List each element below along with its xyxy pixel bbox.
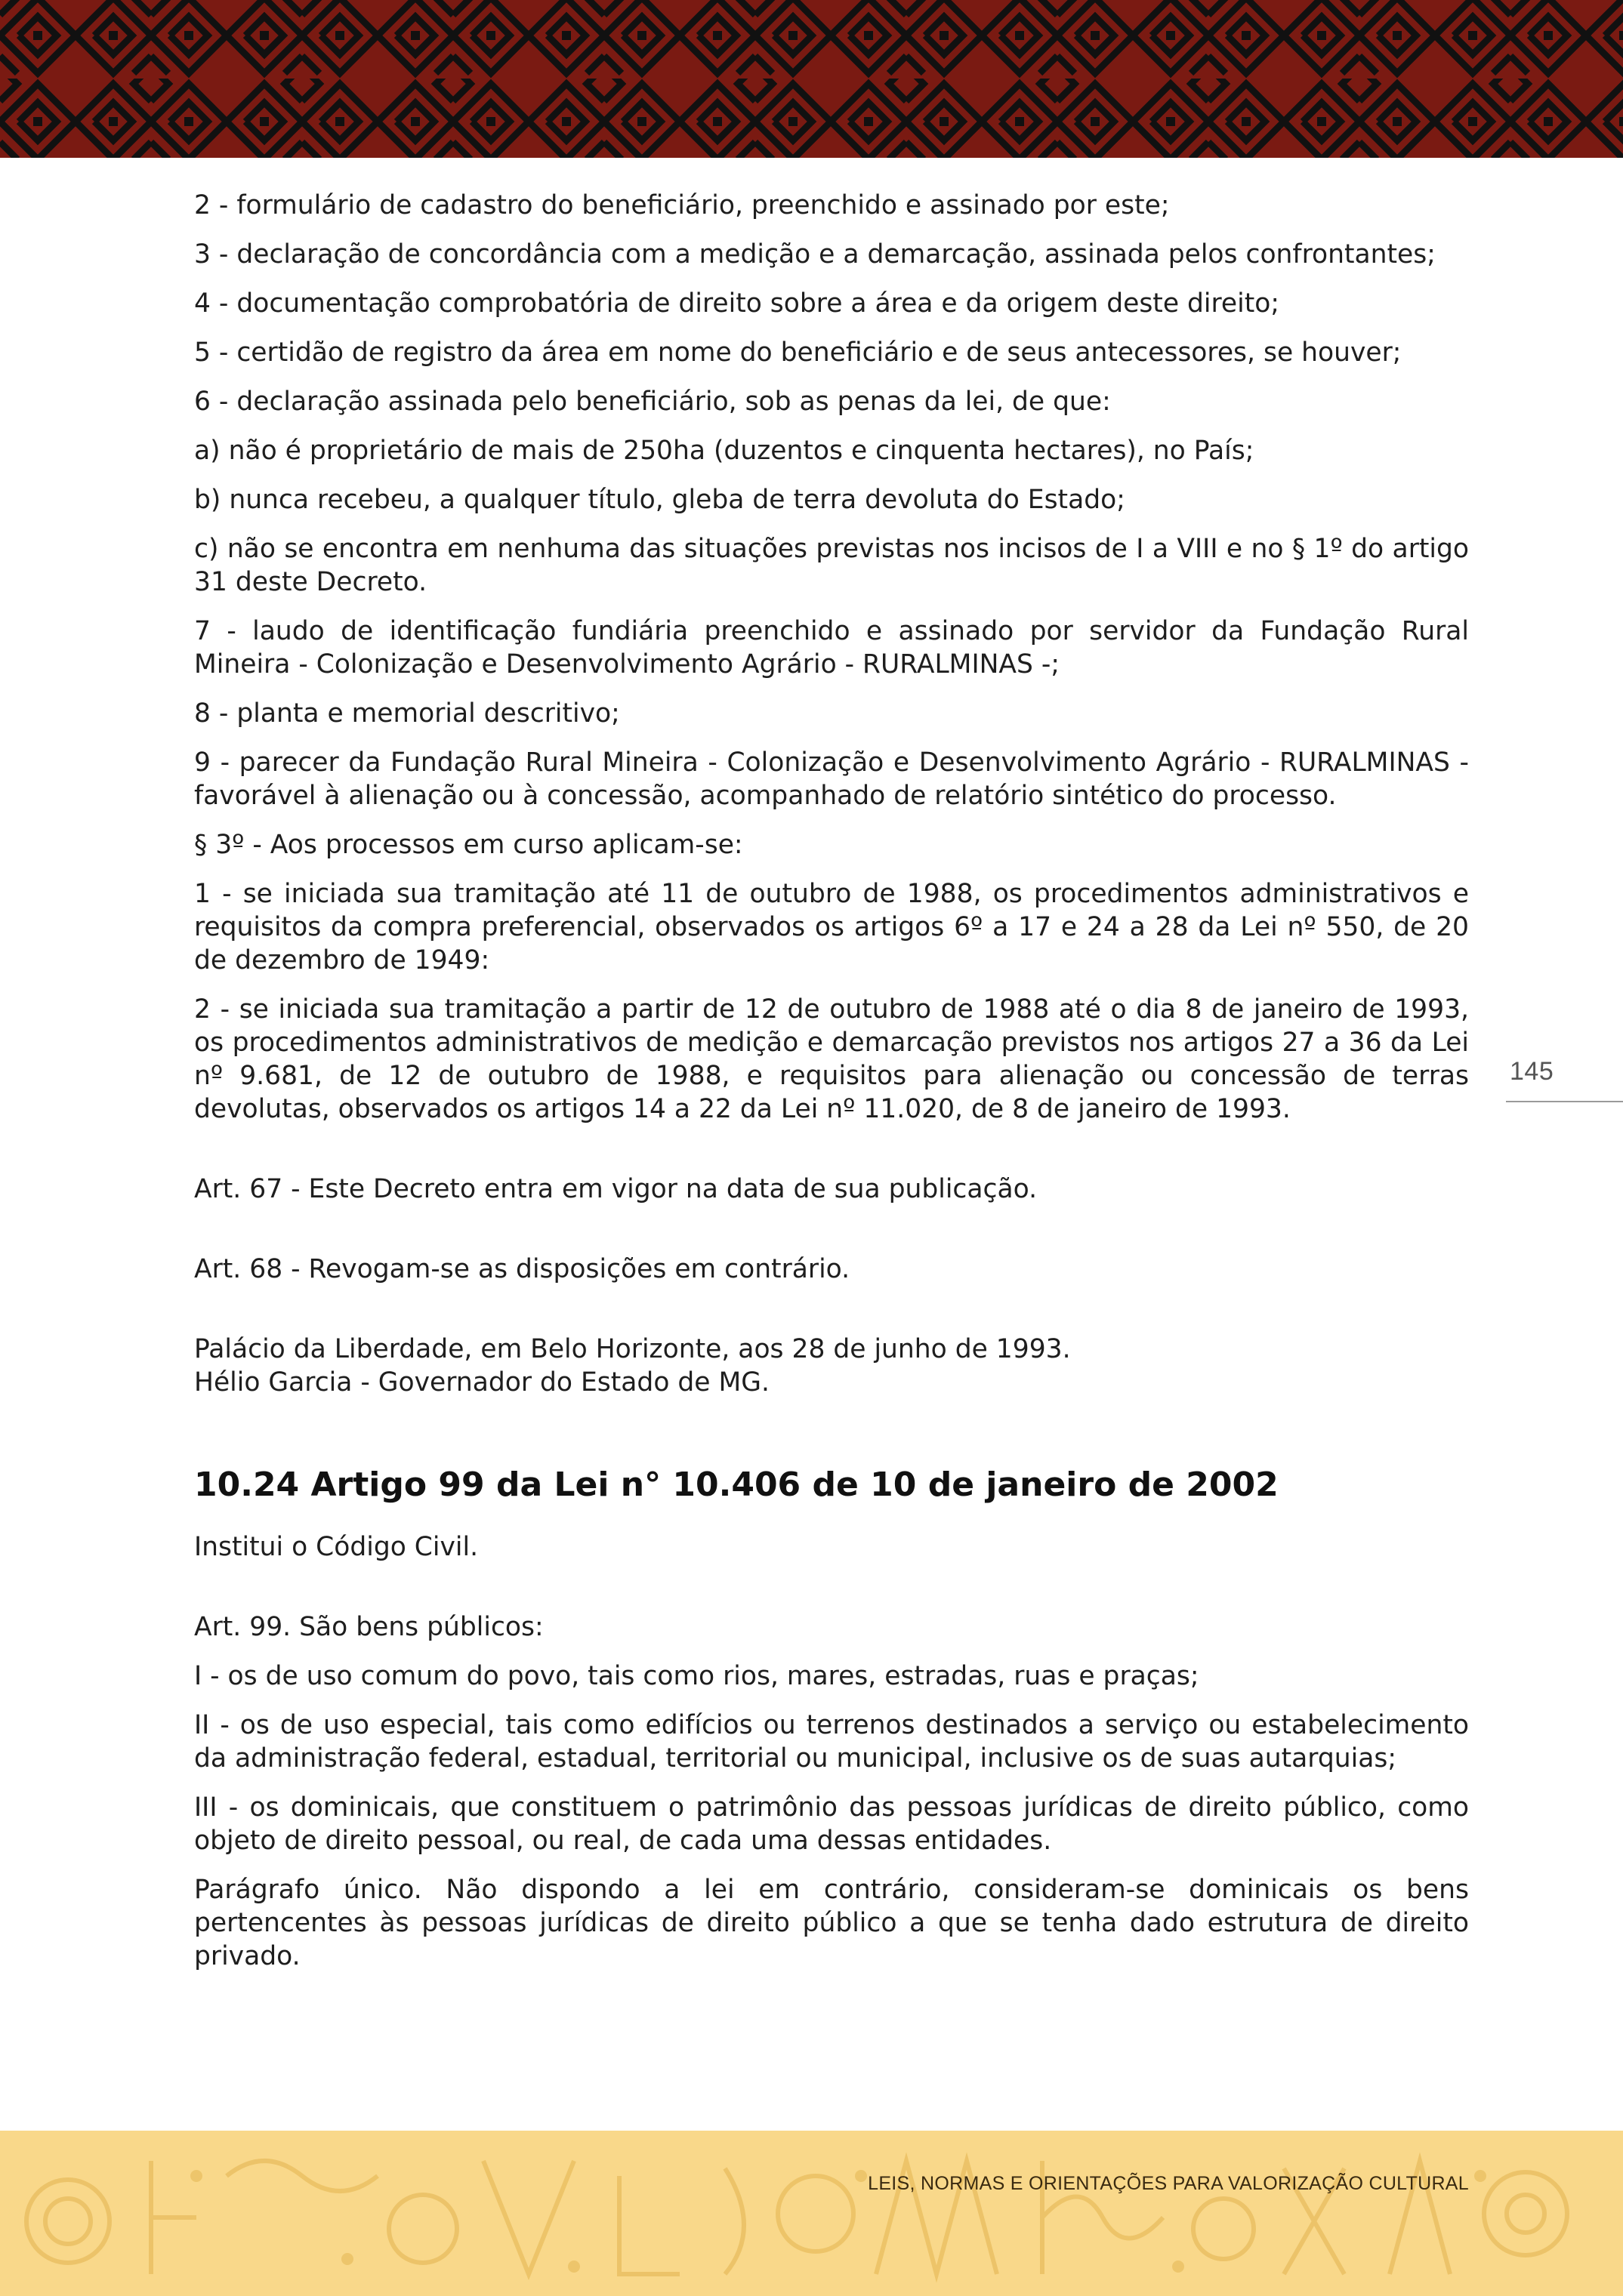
paragraph: c) não se encontra em nenhuma das situações previstas nos incisos de I a VIII e no § 1º do artigo 31 deste Decreto. <box>194 534 1469 597</box>
paragraph: 7 - laudo de identificação fundiária preenchido e assinado por servidor da Fundação Rural Mineira - Colonização e Desenvolvimento Agrário - RURALMINAS -; <box>194 616 1469 680</box>
article-99-intro: Art. 99. São bens públicos: <box>194 1612 544 1642</box>
article-99-item: II - os de uso especial, tais como edifícios ou terrenos destinados a serviço ou estabelecimento da administração federal, estadual, territorial ou municipal, inclusive os de suas autarquias; <box>194 1710 1469 1774</box>
paragraph: 4 - documentação comprobatória de direito sobre a área e da origem deste direito; <box>194 288 1279 319</box>
page-number-divider <box>1506 1101 1623 1102</box>
footer-doodle-pattern <box>0 2131 1623 2296</box>
article-67: Art. 67 - Este Decreto entra em vigor na data de sua publicação. <box>194 1174 1038 1204</box>
paragraph: § 3º - Aos processos em curso aplicam-se: <box>194 830 743 860</box>
paragraph: b) nunca recebeu, a qualquer título, gleba de terra devoluta do Estado; <box>194 485 1125 515</box>
article-68: Art. 68 - Revogam-se as disposições em contrário. <box>194 1254 850 1284</box>
article-99-item: Parágrafo único. Não dispondo a lei em contrário, consideram-se dominicais os bens pertencentes às pessoas jurídicas de direito público a que se tenha dado estrutura de direito privado. <box>194 1875 1469 1971</box>
section-subtitle: Institui o Código Civil. <box>194 1532 479 1562</box>
header-pattern-band <box>0 0 1623 158</box>
paragraph: 2 - formulário de cadastro do beneficiário, preenchido e assinado por este; <box>194 190 1170 220</box>
footer-publication-title: LEIS, NORMAS E ORIENTAÇÕES PARA VALORIZAÇÃO CULTURAL <box>868 2173 1469 2194</box>
article-99-item: I - os de uso comum do povo, tais como rios, mares, estradas, ruas e praças; <box>194 1661 1199 1691</box>
paragraph: 9 - parecer da Fundação Rural Mineira - Colonização e Desenvolvimento Agrário - RURALMINAS - favorável à alienação ou à concessão, acompanhado de relatório sintético do processo. <box>194 747 1469 811</box>
paragraph: 2 - se iniciada sua tramitação a partir de 12 de outubro de 1988 até o dia 8 de janeiro de 1993, os procedimentos administrativos de medição e demarcação previstos nos artigos 27 a 36 da Lei nº 9.681, de 12 de outubro de 1988, e requisitos para alienação ou concessão de terras devolutas, observados os artigos 14 a 22 da Lei nº 11.020, de 8 de janeiro de 1993. <box>194 994 1469 1124</box>
paragraph: 1 - se iniciada sua tramitação até 11 de outubro de 1988, os procedimentos administrativos e requisitos da compra preferencial, observados os artigos 6º a 17 e 24 a 28 da Lei nº 550, de 20 de dezembro de 1949: <box>194 879 1469 975</box>
paragraph: 5 - certidão de registro da área em nome do beneficiário e de seus antecessores, se houver; <box>194 337 1402 368</box>
section-heading: 10.24 Artigo 99 da Lei n° 10.406 de 10 de janeiro de 2002 <box>194 1465 1279 1504</box>
paragraph: a) não é proprietário de mais de 250ha (duzentos e cinquenta hectares), no País; <box>194 436 1254 466</box>
document-body <box>194 189 1469 1989</box>
page-number: 145 <box>1510 1057 1554 1086</box>
paragraph: 8 - planta e memorial descritivo; <box>194 698 620 729</box>
paragraph: 3 - declaração de concordância com a medição e a demarcação, assinada pelos confrontantes; <box>194 239 1436 270</box>
footer-decorative-band <box>0 2131 1623 2296</box>
signature-place: Palácio da Liberdade, em Belo Horizonte, aos 28 de junho de 1993. <box>194 1334 1071 1364</box>
article-99-item: III - os dominicais, que constituem o patrimônio das pessoas jurídicas de direito público, como objeto de direito pessoal, ou real, de cada uma dessas entidades. <box>194 1792 1469 1856</box>
signature-name: Hélio Garcia - Governador do Estado de MG. <box>194 1367 770 1398</box>
paragraph: 6 - declaração assinada pelo beneficiário, sob as penas da lei, de que: <box>194 387 1111 417</box>
